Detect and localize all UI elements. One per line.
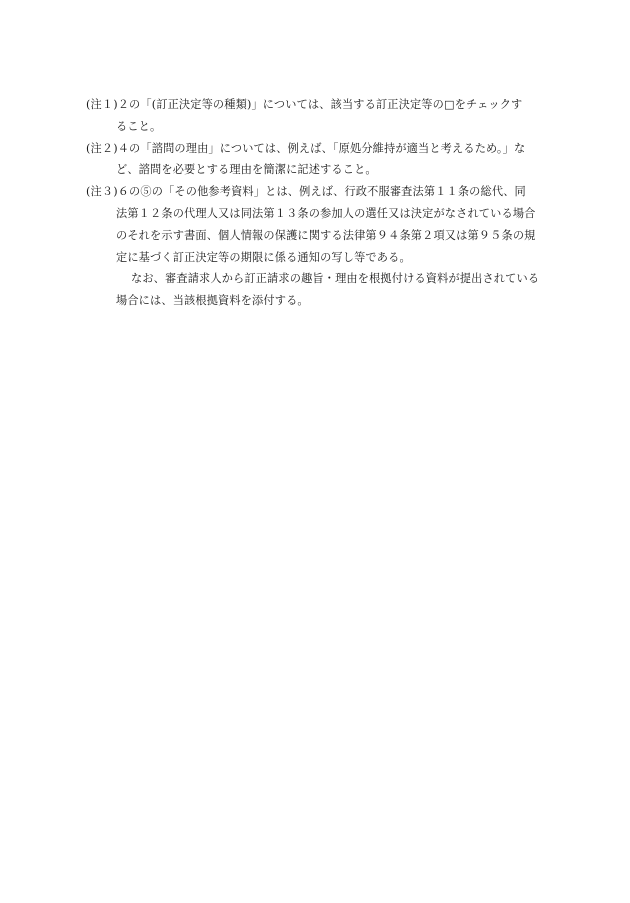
note-3-line-1 — [86, 181, 554, 203]
note-3-label: (注３) — [86, 185, 118, 199]
addendum-paragraph — [86, 268, 554, 312]
note-2 — [86, 138, 554, 182]
note-2-label: (注２) — [86, 141, 118, 155]
note-3-line-2: 法第１２条の代理人又は同法第１３条の参加人の選任又は決定がなされている場合 — [116, 206, 536, 220]
note-1-text-1: ２の「(訂正決定等の種類)」については、該当する訂正決定等の□をチェックす — [117, 98, 523, 111]
note-1-label: (注１) — [86, 98, 118, 111]
note-1 — [86, 94, 554, 138]
note-2-line-2: ど、諮問を必要とする理由を簡潔に記述すること。 — [116, 163, 377, 177]
note-1-line-2: ること。 — [116, 119, 162, 133]
note-1-line-1 — [86, 94, 554, 116]
note-3-line-4: 定に基づく訂正決定等の期限に係る通知の写し等である。 — [116, 250, 411, 264]
note-3-text-1: ６の⑤の「その他参考資料」とは、例えば、行政不服審査法第１１条の総代、同 — [117, 185, 526, 199]
note-2-text-1: ４の「諮問の理由」については、例えば、「原処分維持が適当と考えるため。」な — [117, 141, 526, 155]
addendum-line-1: なお、審査請求人から訂正請求の趣旨・理由を根拠付ける資料が提出されている — [131, 272, 540, 286]
note-3 — [86, 181, 554, 268]
notes-section — [86, 94, 554, 312]
note-3-line-3: のそれを示す書面、個人情報の保護に関する法律第９４条第２項又は第９５条の規 — [116, 228, 536, 242]
addendum-line-2: 場合には、当該根拠資料を添付する。 — [116, 294, 309, 308]
note-2-line-1 — [86, 138, 554, 160]
